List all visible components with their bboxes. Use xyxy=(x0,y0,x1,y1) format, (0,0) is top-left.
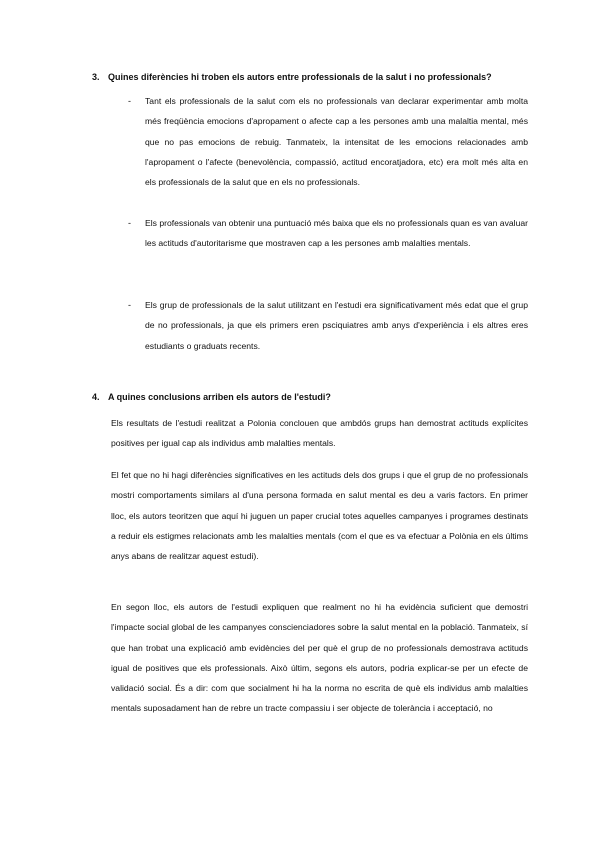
question-4-number: 4. xyxy=(92,392,100,402)
question-4-title: A quines conclusions arriben els autors de l'estudi? xyxy=(108,392,331,402)
q3-bullet-2-text: Els professionals van obtenir una puntuació més baixa que els no professionals quan es van avaluar les actituds d'autoritarisme que mostraven cap a les persones amb malalties mentals. xyxy=(145,218,528,249)
q3-bullet-3 xyxy=(128,295,528,356)
q4-paragraph-1: Els resultats de l'estudi realitzat a Polonia conclouen que ambdós grups han demostrat actituds explícites positives per igual cap als individus amb malalties mentals. xyxy=(111,418,528,449)
bullet-dash: - xyxy=(128,96,131,106)
question-4-heading xyxy=(92,390,331,404)
q4-paragraph-2: El fet que no hi hagi diferències significatives en les actituds dels dos grups i que el grup de no professionals mostri comportaments similars al d'una persona formada en salut mental es deu a varis factors. En primer lloc, els autors teoritzen que aquí hi juguen un paper crucial totes aquelles campanyes i programes destinats a reduir els estigmes relacionats amb les malalties mentals (com el que es va efectuar a Polònia en els últims anys abans de realitzar aquest estudi). xyxy=(111,470,528,562)
q4-paragraph-3: En segon lloc, els autors de l'estudi expliquen que realment no hi ha evidència suficient que demostri l'impacte social global de les campanyes conscienciadores sobre la salut mental en la població. Tanmateix, sí que han trobat una explicació amb evidències del per què el grup de no professionals demostrava actituds igual de positives que els professionals. Això últim, segons els autors, podria explicar-se per un efecte de validació social. És a dir: com que socialment hi ha la norma no escrita de què els individus amb malalties mentals suposadament han de rebre un tracte compassiu i ser objecte de tolerància i acceptació, no xyxy=(111,602,528,714)
question-3-title: Quines diferències hi troben els autors entre professionals de la salut i no professionals? xyxy=(108,72,492,82)
question-3-heading xyxy=(92,70,492,84)
q3-bullet-2 xyxy=(128,213,528,254)
q3-bullet-1 xyxy=(128,91,528,192)
q3-bullet-3-text: Els grup de professionals de la salut utilitzant en l'estudi era significativament més edat que el grup de no professionals, ja que els primers eren psciquiatres amb anys d'experiència i els altres eres estudiants o graduats recents. xyxy=(145,300,528,351)
bullet-dash: - xyxy=(128,300,131,310)
question-3-number: 3. xyxy=(92,72,100,82)
bullet-dash: - xyxy=(128,218,131,228)
q3-bullet-1-text: Tant els professionals de la salut com els no professionals van declarar experimentar amb molta més freqüència emocions d'apropament o afecte cap a les persones amb una malaltia mental, més que no pas emocions de rebuig. Tanmateix, la intensitat de les emocions relacionades amb l'apropament o l'afecte (benevolència, compassió, actitud encoratjadora, etc) era molt més alta en els professionals de la salut que en els no professionals. xyxy=(145,96,528,188)
